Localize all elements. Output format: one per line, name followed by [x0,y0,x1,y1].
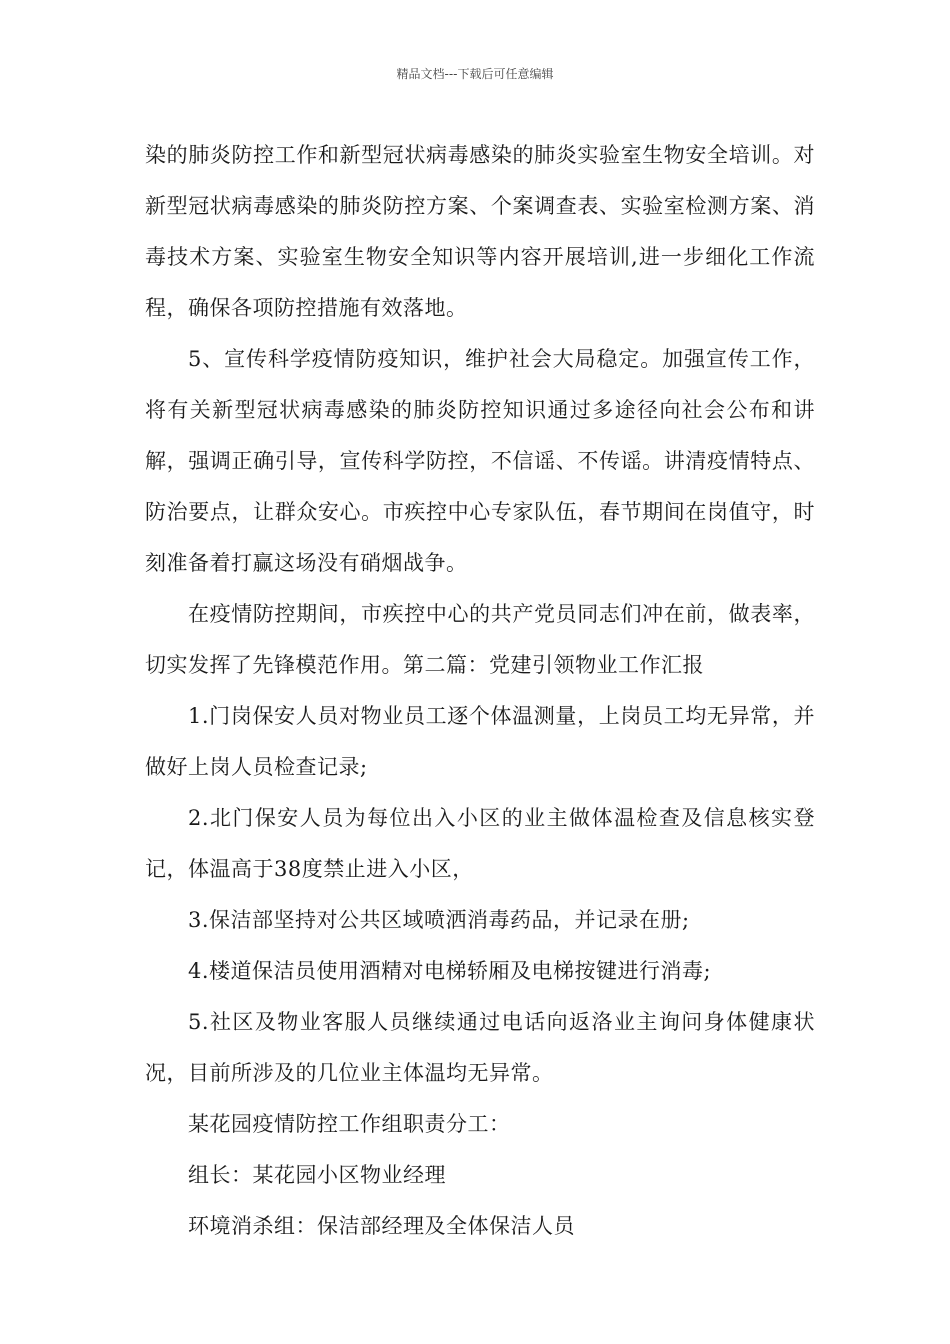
paragraph-publicity: 5、宣传科学疫情防疫知识，维护社会大局稳定。加强宣传工作，将有关新型冠状病毒感染的肺炎防控知识通过多途径向社会公布和讲解，强调正确引导，宣传科学防控，不信谣、不传谣。讲清疫情特点、防治要点，让群众安心。市疾控中心专家队伍，春节期间在岗值守，时刻准备着打赢这场没有硝烟战争。 [145,347,815,575]
list-item: 4.楼道保洁员使用酒精对电梯轿厢及电梯按键进行消毒; [188,959,712,983]
list-item: 2.北门保安人员为每位出入小区的业主做体温检查及信息核实登记，体温高于38度禁止进入小区， [145,806,815,881]
list-item: 5.社区及物业客服人员继续通过电话向返洛业主询问身体健康状况，目前所涉及的几位业主体温均无异常。 [145,1010,815,1085]
paragraph-party-members: 在疫情防控期间，市疾控中心的共产党员同志们冲在前，做表率，切实发挥了先锋模范作用。第二篇：党建引领物业工作汇报 [145,602,815,677]
section-heading: 某花园疫情防控工作组职责分工： [188,1112,511,1136]
role-line: 环境消杀组：保洁部经理及全体保洁人员 [188,1214,575,1238]
paragraph-training: 染的肺炎防控工作和新型冠状病毒感染的肺炎实验室生物安全培训。对新型冠状病毒感染的肺炎防控方案、个案调查表、实验室检测方案、消毒技术方案、实验室生物安全知识等内容开展培训,进一步细化工作流程，确保各项防控措施有效落地。 [145,143,815,320]
page-header: 精品文档---下载后可任意编辑 [396,67,554,81]
role-line: 组长：某花园小区物业经理 [188,1163,446,1187]
document-body [145,130,815,1252]
list-item: 3.保洁部坚持对公共区域喷洒消毒药品，并记录在册; [188,908,690,932]
list-item: 1.门岗保安人员对物业员工逐个体温测量，上岗员工均无异常，并做好上岗人员检查记录; [145,704,815,779]
